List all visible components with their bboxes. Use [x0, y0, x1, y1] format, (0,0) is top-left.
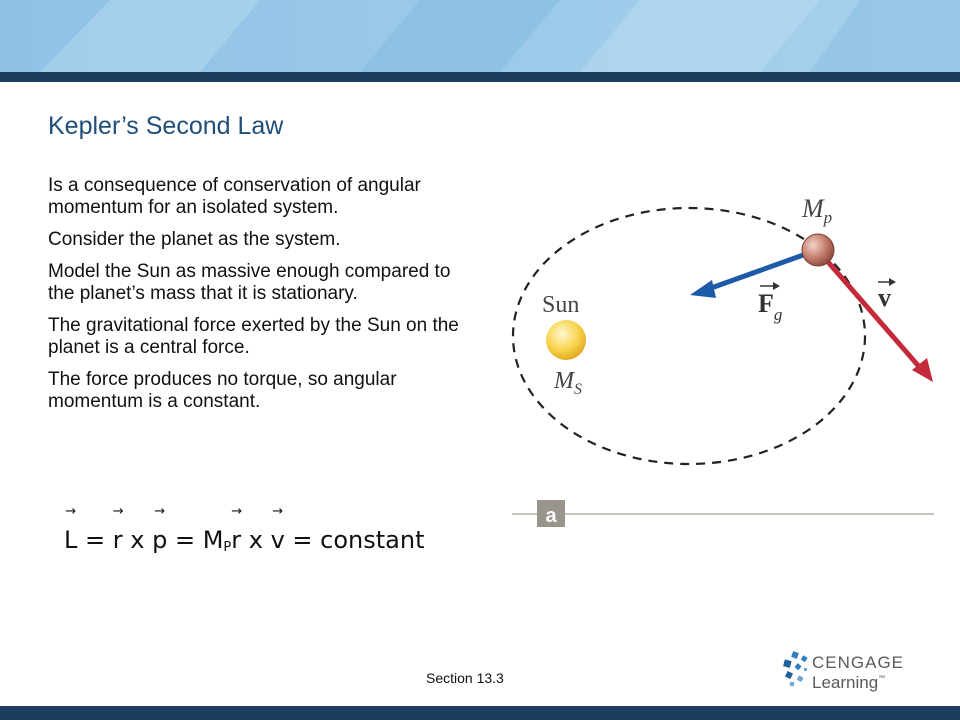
cengage-learning-logo: [778, 648, 918, 692]
bullet-list: [48, 175, 476, 423]
vector-v: → v: [271, 518, 285, 562]
equation-text: x: [241, 526, 271, 554]
bullet-item: The force produces no torque, so angular momentum is a constant.: [48, 369, 397, 412]
force-arrowhead: [690, 280, 716, 298]
equation-text: = M: [167, 526, 224, 554]
section-reference: Section 13.3: [426, 670, 504, 686]
svg-text:v: v: [878, 283, 891, 312]
mass-subscript: P: [223, 540, 232, 555]
top-divider-bar: [0, 72, 960, 82]
sun-mass-label: $M_S$: [554, 368, 582, 398]
vector-r: → r: [113, 518, 123, 562]
svg-text:Fg: $F_g$: [758, 289, 783, 324]
bottom-bar: [0, 706, 960, 720]
slide-title: Kepler’s Second Law: [48, 112, 284, 140]
bullet-item: Consider the planet as the system.: [48, 229, 341, 250]
velocity-arrow: [828, 262, 922, 370]
vector-p: → p: [152, 518, 167, 562]
velocity-label: [878, 278, 896, 312]
bullet-item: Is a consequence of conservation of angular momentum for an isolated system.: [48, 175, 421, 218]
panel-label: a: [545, 505, 557, 527]
logo-dots-icon: [783, 651, 808, 686]
angular-momentum-equation: [64, 518, 425, 570]
planet-label: $M_p$: [802, 194, 833, 227]
equation-text: x: [122, 526, 153, 554]
logo-text-cengage: CENGAGE: [812, 653, 905, 672]
sun: [546, 320, 586, 360]
force-arrow: [700, 254, 806, 292]
vector-L: → L: [64, 518, 77, 562]
sun-label: Sun: [542, 292, 580, 318]
bullet-item: Model the Sun as massive enough compared to the planet’s mass that it is stationary.: [48, 261, 451, 304]
banner-graphic: [0, 0, 960, 72]
planet: [802, 234, 834, 266]
logo-text-learning: Learning™: [812, 673, 886, 692]
top-banner: [0, 0, 960, 72]
force-label: [758, 282, 782, 324]
bullet-item: The gravitational force exerted by the Sun on the planet is a central force.: [48, 315, 459, 358]
orbit-diagram: [480, 180, 950, 530]
equation-text: =: [77, 526, 113, 554]
equation-text: = constant: [284, 526, 425, 554]
vector-r: → r: [231, 518, 241, 562]
